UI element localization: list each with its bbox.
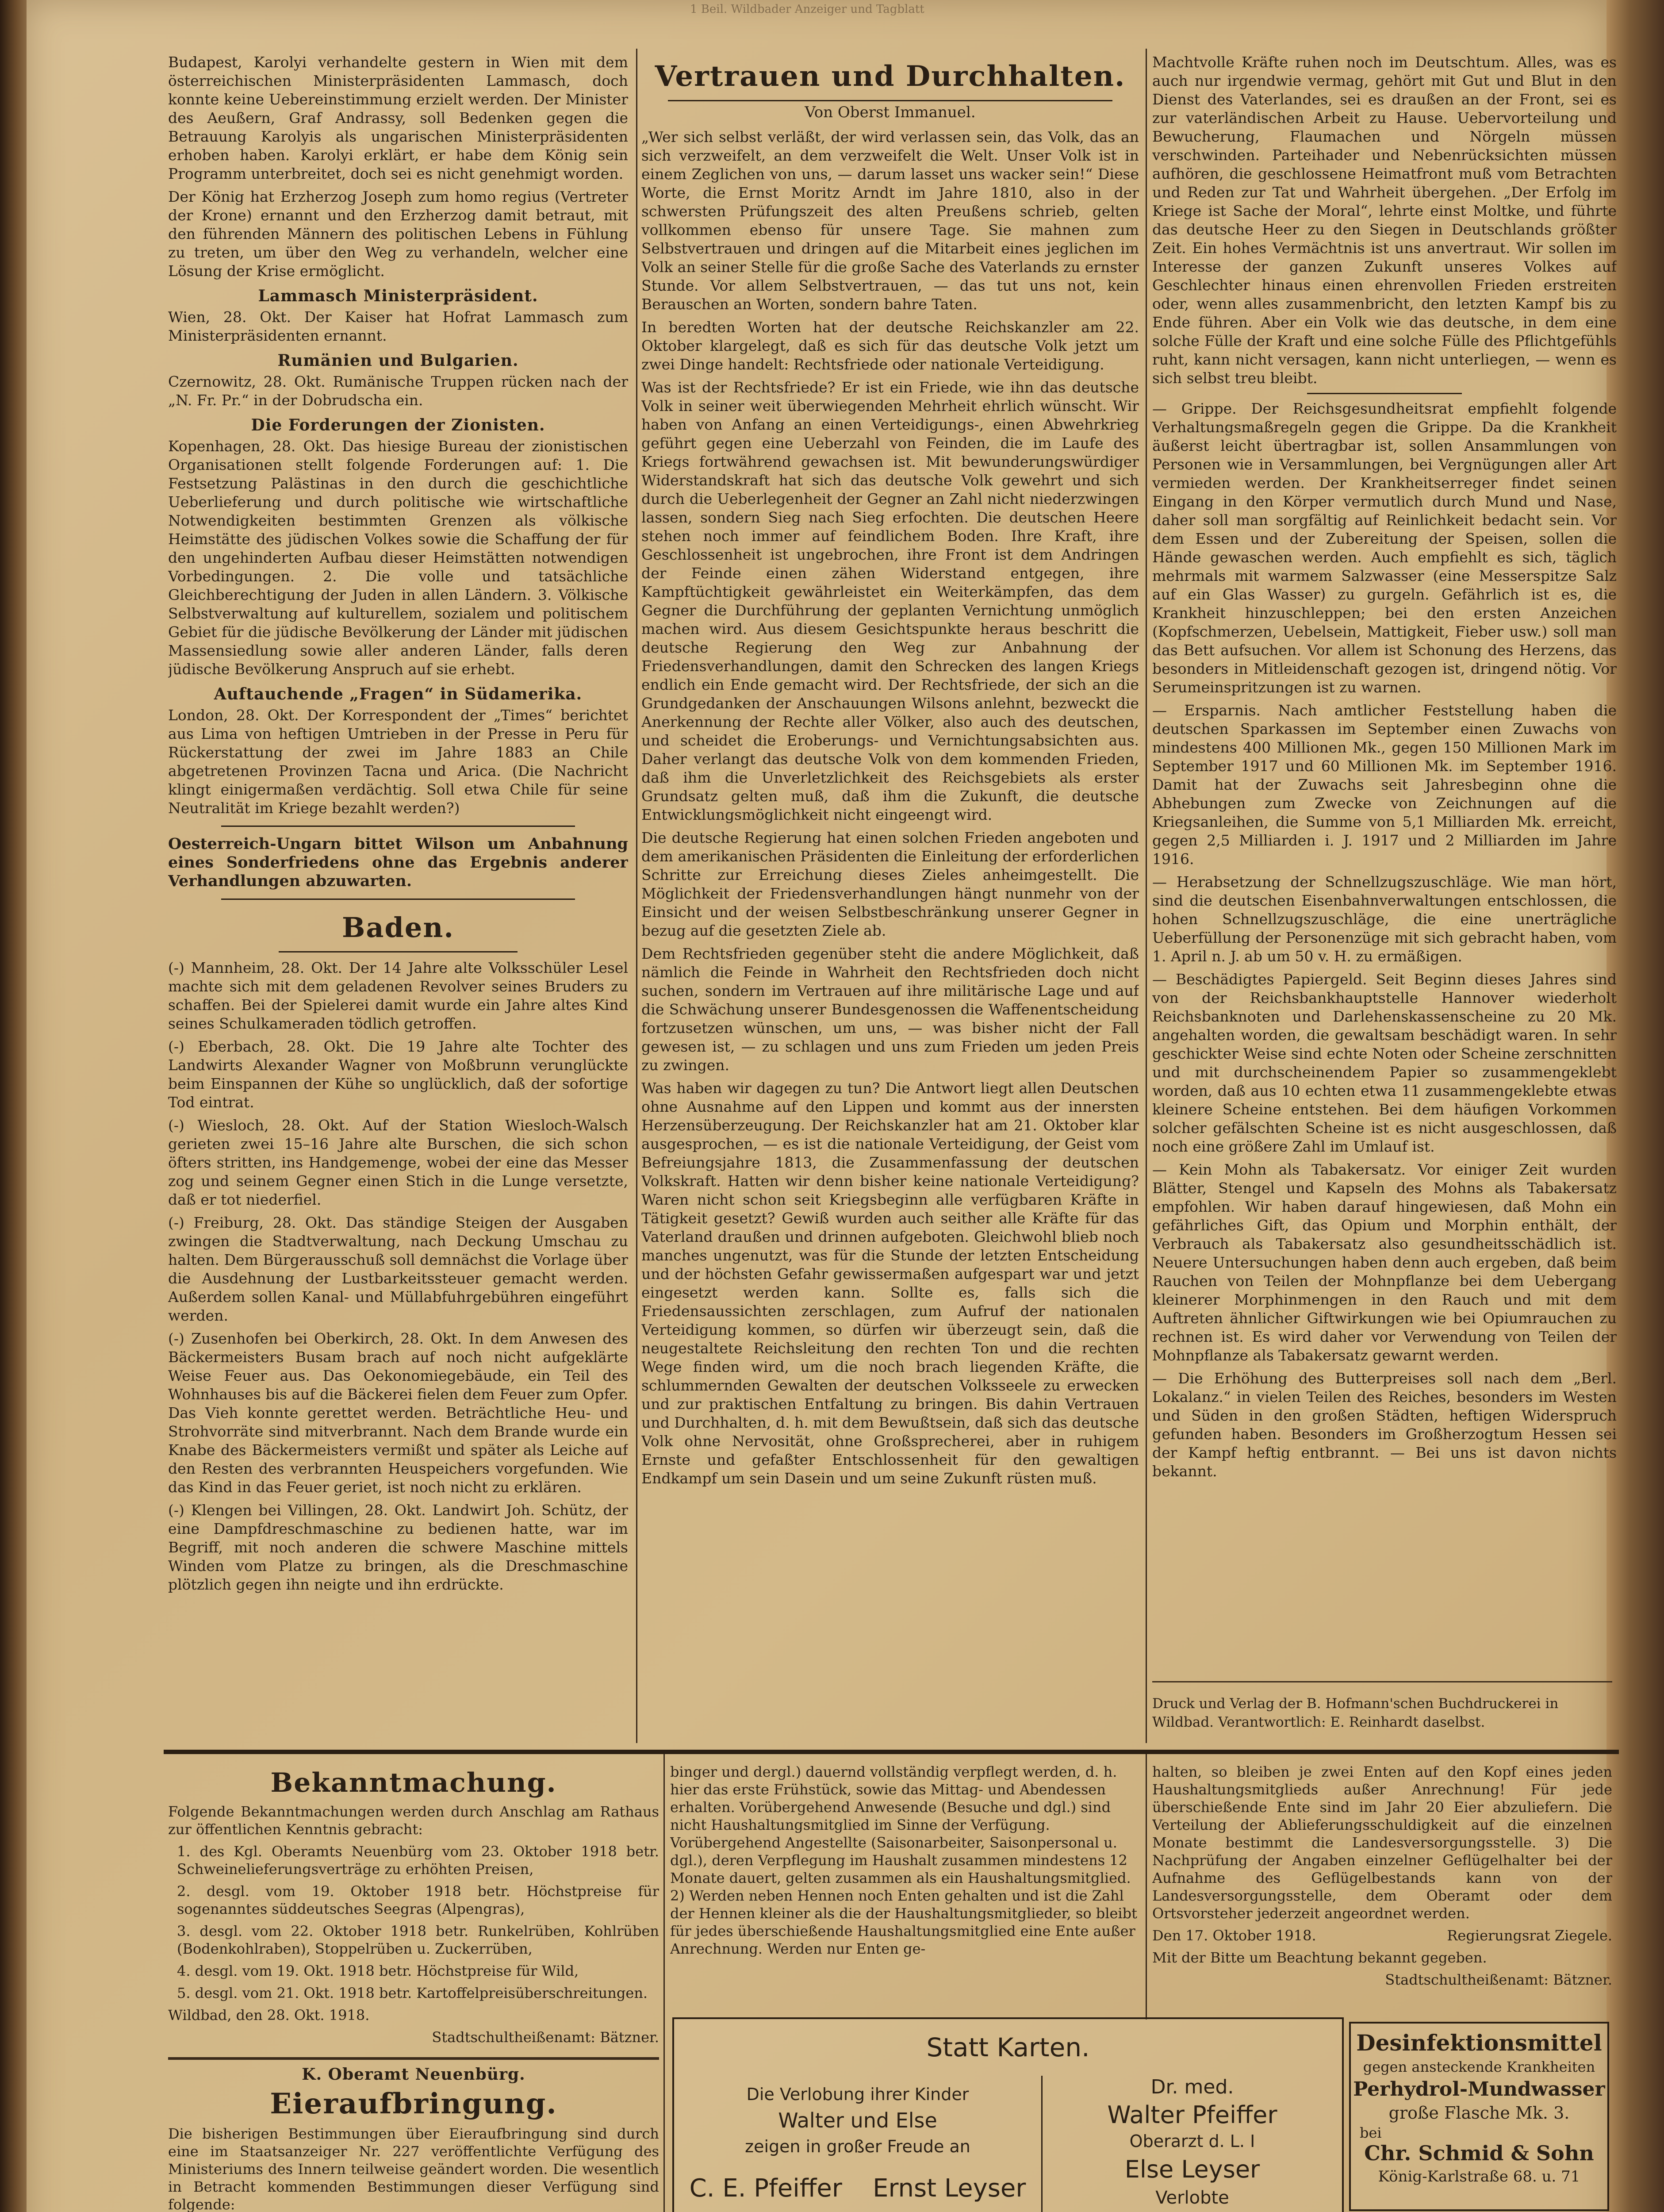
- news-budapest: Budapest, Karolyi verhandelte gestern in Wien mit dem österreichischen Ministerpräsidenten Lammasch, doch konnte keine Uebereinstimmung erzielt werden. Der Minister des Aeußern, Graf Andrassy, soll Bedenken gegen die Betrauung Karolyis als ungarischen Ministerpräsidenten erhoben haben. Karolyi erklärt, er habe dem König sein Programm unterbreitet, doch sei es nicht genehmigt worden.: [168, 54, 628, 182]
- bekanntmachung-title: Bekanntmachung.: [270, 1767, 557, 1798]
- header-strip: 1 Beil. Wildbader Anzeiger und Tagblatt: [690, 3, 924, 16]
- bekanntmachung-signature: Stadtschultheißenamt: Bätzner.: [432, 2029, 659, 2046]
- ad-line: Walter und Else: [778, 2108, 937, 2132]
- news-ersparnis: — Ersparnis. Nach amtlicher Feststellung haben die deutschen Sparkassen im September einen Zuwachs von mindestens 400 Millionen Mk., gegen 150 Millionen Mark im September 1917 und 60 Millionen Mk. im September 1916. Damit hat der Zuwachs seit Jahresbeginn ohne die Abhebungen zum Zwecke von Zeichnungen auf die Kriegsanleihen, die Summe von 5,1 Milliarden Mk. erreicht, gegen 2,5 Milliarden i. J. 1917 und 2 Milliarden im Jahre 1916.: [1152, 702, 1617, 868]
- ad-parent-name: Ernst Leyser: [873, 2174, 1026, 2203]
- eier-signature-2: Stadtschultheißenamt: Bätzner.: [1385, 1971, 1612, 1988]
- notice-eieraufbringung: [168, 2064, 659, 2212]
- news-zusenhofen: (-) Zusenhofen bei Oberkirch, 28. Okt. In dem Anwesen des Bäckermeisters Busam brach auf noch nicht aufgeklärte Weise Feuer aus. Das Oekonomiegebäude, ein Teil des Wohnhauses bis auf die Bäckerei fielen dem Feuer zum Opfer. Das Vieh konnte gerettet werden. Beträchtliche Heu- und Strohvorräte sind mitverbrannt. Nach dem Brande wurde ein Knabe des Bäckermeisters vermißt und später als Leiche auf den Resten des verbrannten Heuspeichers vorgefunden. Wie das Kind in das Feuer geriet, ist noch nicht zu erklären.: [168, 1330, 628, 1496]
- heading-suedamerika: Auftauchende „Fragen“ in Südamerika.: [214, 685, 583, 703]
- news-budapest-2: Der König hat Erzherzog Joseph zum homo regius (Vertreter der Krone) ernannt und den Erzherzog damit betraut, mit den führenden Männern des politischen Lebens in Fühlung zu treten, um über den Weg zu verhandeln, welcher eine Lösung der Krise ermöglicht.: [168, 188, 628, 280]
- ad-line: König-Karlstraße 68. u. 71: [1378, 2168, 1580, 2185]
- heading-lammasch: Lammasch Ministerpräsident.: [258, 287, 538, 305]
- bekanntmachung-date: Wildbad, den 28. Okt. 1918.: [168, 2007, 370, 2024]
- news-eberbach: (-) Eberbach, 28. Okt. Die 19 Jahre alte Tochter des Landwirts Alexander Wagner von Moßbrunn verunglückte beim Einspannen der Kühe so unglücklich, daß der sofortige Tod eintrat.: [168, 1038, 628, 1111]
- article-paragraph-5: Dem Rechtsfrieden gegenüber steht die andere Möglichkeit, daß nämlich die Feinde in Wahrheit den Rechtsfrieden doch nicht suchen, sondern im Vertrauen auf ihre militärische Lage und auf die Schwächung unserer Bundesgenossen die Waffenentscheidung fortzusetzen wünschen, um uns, — was bisher nicht der Fall gewesen ist, — zu schlagen und uns zum Frieden um jeden Preis zu zwingen.: [641, 945, 1139, 1074]
- eier-date-text: Den 17. Oktober 1918.: [1152, 1927, 1316, 1944]
- news-papiergeld: — Beschädigtes Papiergeld. Seit Beginn dieses Jahres sind von der Reichsbankhauptstelle Hannover wiederholt Reichsbanknoten und Darlehenskassenscheine zu 20 Mk. angehalten worden, die gewaltsam beschädigt waren. In sehr geschickter Weise sind echte Noten oder Scheine zerschnitten und mit durchscheinendem Papier so zusammengeklebt worden, daß aus 10 echten etwa 11 zusammengeklebte etwas kleinere Scheine entstehen. Bei dem häufigen Vorkommen solcher gefälschten Scheine ist es nicht ausgeschlossen, daß noch eine größere Zahl im Umlauf ist.: [1152, 971, 1617, 1155]
- news-wiesloch: (-) Wiesloch, 28. Okt. Auf der Station Wiesloch-Walsch gerieten zwei 15–16 Jahre alte Burschen, die sich schon öfters stritten, ins Handgemenge, wobei der eine das Messer zog und seinem Gegner einen Stich in die Lunge versetzte, daß er tot niederfiel.: [168, 1117, 628, 1208]
- news-czernowitz: Czernowitz, 28. Okt. Rumänische Truppen rücken nach der „N. Fr. Pr.“ in der Dobrudscha ein.: [168, 373, 628, 409]
- article-paragraph-6: Was haben wir dagegen zu tun? Die Antwort liegt allen Deutschen ohne Ausnahme auf den Lippen und kommt aus der innersten Herzensüberzeugung. Der Reichskanzler hat am 21. Oktober klar ausgesprochen, — es ist die nationale Verteidigung, der Geist vom Befreiungsjahre 1813, die Zusammenfassung der deutschen Volkskraft. Hatten wir denn bisher keine nationale Verteidigung? Waren nicht schon seit Kriegsbeginn alle verfügbaren Kräfte in Tätigkeit gesetzt? Gewiß wurden auch seither alle Kräfte für das Vaterland draußen und drinnen aufgeboten. Gleichwohl blieb noch manches ungenutzt, was für die Stunde der letzten Entscheidung und der höchsten Gefahr gewissermaßen aufgespart war und jetzt eingesetzt werden kann. Sollte es, falls sich die Friedensaussichten zerschlagen, zum Aufruf der nationalen Verteidigung kommen, so dürfen wir überzeugt sein, daß die neugestaltete Reichsleitung den rechten Ton und die rechten Wege finden wird, um die noch brach liegenden Kräfte, die schlummernden Gewalten der deutschen Volksseele zu erwecken und zur praktischen Entfaltung zu bringen. Bis dahin Vertrauen und Durchhalten, d. h. mit dem Bewußtsein, daß sich das deutsche Volk ohne Nervosität, ohne Großsprecherei, aber in ruhigem Ernste und gefaßter Entschlossenheit für den gewaltigen Endkampf um sein Dasein und um seine Zukunft rüsten muß.: [641, 1079, 1139, 1487]
- newspaper-page: [27, 0, 1617, 2212]
- column-1: [168, 53, 628, 1747]
- ad-line: Verlobte: [1155, 2188, 1229, 2208]
- article-title: Vertrauen und Durchhalten.: [655, 60, 1126, 93]
- ad-disinfectant: [1349, 2022, 1609, 2211]
- eier-rules-2-3: halten, so bleiben je zwei Enten auf den Kopf eines jeden Haushaltungsmitglieds außer Anrechnung! Für jede überschießende Ente sind im Jahr 20 Eier abzuliefern. Die Verteilung der Ablieferungsschuldigkeit auf die einzelnen Monate bestimmt die Landesversorgungsstelle. 3) Die Nachprüfung der Angaben einzelner Geflügelhalter bei der Aufnahme des Geflügelbestands kann von der Landesversorgungsstelle, dem Oberamt oder dem Ortsvorsteher jederzeit angeordnet werden.: [1152, 1763, 1612, 1922]
- news-schnellzug: — Herabsetzung der Schnellzugszuschläge. Wie man hört, sind die deutschen Eisenbahnverwaltungen entschlossen, die hohen Schnellzugszuschläge, die eine unerträgliche Ueberfüllung der Personenzüge mit sich gebracht haben, vom 1. April n. J. ab um 50 v. H. zu ermäßigen.: [1152, 873, 1617, 965]
- column-3: [1152, 53, 1617, 1672]
- list-item: 1. des Kgl. Oberamts Neuenbürg vom 23. Oktober 1918 betr. Schweinelieferungsverträge zu erhöhten Preisen,: [177, 1843, 659, 1878]
- ad-disinfectant-title: Desinfektionsmittel: [1356, 2030, 1602, 2056]
- heading-baden: Baden.: [341, 911, 455, 944]
- column-2: [641, 53, 1139, 1747]
- news-mannheim: (-) Mannheim, 28. Okt. Der 14 Jahre alte Volksschüler Lesel machte sich mit dem geladenen Revolver seines Bruders zu schaffen. Bei der Spielerei damit wurde ein Jahre altes Kind seines Schulkameraden tödlich getroffen.: [168, 959, 628, 1032]
- impressum-rule: [1152, 1681, 1612, 1682]
- eier-title: Eieraufbringung.: [270, 2087, 557, 2120]
- article-paragraph-2: In beredten Worten hat der deutsche Reichskanzler am 22. Oktober klargelegt, daß es sich für das deutsche Volk jetzt um zwei Dinge handelt: Rechtsfriede oder nationale Verteidigung.: [641, 319, 1139, 373]
- article-paragraph-3: Was ist der Rechtsfriede? Er ist ein Friede, wie ihn das deutsche Volk in seiner weit überwiegenden Mehrheit ehrlich wünscht. Wir haben von Anfang an einen Verteidigungs-, einen Abwehrkrieg geführt gegen eine Ueberzahl von Feinden, die im Laufe des Kriegs fortwährend gewachsen ist. Mit bewunderungswürdiger Widerstandskraft hat sich das deutsche Volk gewehrt und sich durch die Ueberlegenheit der Gegner an Zahl nicht niederzwingen lassen, sondern Sieg nach Sieg erfochten. Die deutschen Heere stehen noch immer auf feindlichem Boden. Ihre Kraft, ihre Geschlossenheit ist ungebrochen, ihre Front ist dem Andringen der Feinde einen zähen Widerstand entgegen, ihre Kampftüchtigkeit gewährleistet ein Weiterkämpfen, das dem Gegner die Durchführung der geplanten Vernichtung unmöglich machen wird. Aus diesem Gesichtspunkte heraus beschritt die deutsche Regierung den Weg zur Anbahnung der Friedensverhandlungen, damit den Schrecken des langen Kriegs endlich ein Ende gemacht wird. Der Rechtsfriede, der sich an die Grundgedanken der Anschauungen Wilsons anlehnt, bezweckt die Anerkennung der Rechte aller Völker, also auch des deutschen, und scheidet die Eroberungs- und Vernichtungsabsichten aus. Daher verlangt das deutsche Volk von dem kommenden Frieden, daß ihm die Unverletzlichkeit des Reichsgebiets als erster Grundsatz gelten muß, daß ihm die Zukunft, die deutsche Entwicklungsmöglichkeit nicht eingeengt wird.: [641, 379, 1139, 823]
- news-mohn: — Kein Mohn als Tabakersatz. Vor einiger Zeit wurden Blätter, Stengel und Kapseln des Mohns als Tabakersatz empfohlen. Wir haben darauf hingewiesen, daß Mohn ein gefährliches Gift, das Opium und Morphin enthält, der Verbrauch als Tabakersatz also gesundheitsschädlich ist. Neuere Untersuchungen haben denn auch ergeben, daß beim Rauchen von Teilen der Mohnpflanze bei dem Uebergang kleinerer Morphinmengen in den Rauch und mit dem Auftreten ähnlicher Giftwirkungen wie bei Opiumrauchen zu rechnen ist. Es wird daher vor Verwendung von Teilen der Mohnpflanze als Tabakersatz gewarnt werden.: [1152, 1161, 1617, 1364]
- ad-line: Chr. Schmid & Sohn: [1364, 2141, 1594, 2165]
- column-rule-1: [636, 49, 637, 1743]
- ad-line: bei: [1360, 2124, 1382, 2141]
- column-rule-2: [1146, 49, 1147, 1743]
- eier-date: [1152, 1927, 1612, 1944]
- news-butter: — Die Erhöhung des Butterpreises soll nach dem „Berl. Lokalanz.“ in vielen Teilen des Reiches, besonders im Westen und Süden in den großen Städten, heftigen Widerspruch gefunden haben. Besonders im Großherzogtum Hessen sei der Kampf heftig entbrannt. — Bei uns ist davon nichts bekannt.: [1152, 1370, 1617, 1480]
- bekanntmachung-list: [168, 1843, 659, 2002]
- bottom-rule-2: [1146, 1754, 1147, 2020]
- list-item: 5. desgl. vom 21. Okt. 1918 betr. Kartoffelpreisüberschreitungen.: [177, 1985, 648, 2001]
- bekanntmachung-intro: Folgende Bekanntmachungen werden durch Anschlag am Rathaus zur öffentlichen Kenntnis gebracht:: [168, 1803, 659, 1838]
- news-grippe: — Grippe. Der Reichsgesundheitsrat empfiehlt folgende Verhaltungsmaßregeln gegen die Grippe. Da die Krankheit äußerst leicht übertragbar ist, sollen Ansammlungen von Personen wie in Versammlungen, bei Vergnügungen aller Art vermieden werden. Der Krankheitserreger findet seinen Eingang in den Körper vermutlich durch Mund und Nase, daher soll man sorgfältig auf Reinlichkeit bedacht sein. Vor dem Essen und der Zubereitung der Speisen, sollen die Hände gewaschen werden. Auch empfiehlt es sich, täglich mehrmals mit warmem Salzwasser (eine Messerspitze Salz auf ein Glas Wasser) zu gurgeln. Gefährlich ist es, die Krankheit hinzuschleppen; bei den ersten Anzeichen (Kopfschmerzen, Uebelsein, Mattigkeit, Fieber usw.) soll man das Bett aufsuchen. Vor allem ist Schonung des Herzens, das besonders in Mitleidenschaft gezogen ist, dringend nötig. Vor Serumeinspritzungen ist zu warnen.: [1152, 400, 1617, 696]
- ad-engagement-right: [1043, 2062, 1342, 2212]
- heading-rumaenien: Rumänien und Bulgarien.: [277, 351, 519, 370]
- eier-intro: Die bisherigen Bestimmungen über Eieraufbringung sind durch eine im Staatsanzeiger Nr. 227 veröffentlichte Verfügung des Ministeriums des Innern teilweise geändert worden. Die wesentlich in Betracht kommenden Bestimmungen dieser Verfügung sind folgende:: [168, 2125, 659, 2212]
- list-item: 3. desgl. vom 22. Oktober 1918 betr. Runkelrüben, Kohlrüben (Bodenkohlraben), Stoppelrüben u. Zuckerrüben,: [177, 1923, 659, 1957]
- article-continuation: Machtvolle Kräfte ruhen noch im Deutschtum. Alles, was es auch nur irgendwie vermag, gehört mit Gut und Blut in den Dienst des Vaterlandes, sei es draußen an der Front, sei es zur vaterländischen Arbeit zu Hause. Uebervorteilung und Bewucherung, Flaumachen und Nörgeln müssen verschwinden. Parteihader und Nebenrücksichten müssen aufhören, die geschlossene Heimatfront muß vom Betrachten und Reden zur Tat und Wahrheit übergehen. „Der Erfolg im Kriege ist Sache der Moral“, lehrte einst Moltke, und führte das deutsche Heer zu den Siegen in Deutschlands größter Zeit. Ein hohes Vermächtnis ist uns anvertraut. Wir sollen im Interesse der ganzen Zukunft unseres Volkes auf Geschlechter hinaus einen ehrenvollen Frieden erstreiten oder, wenn alles zusammenbricht, den letzten Kampf bis zu Ende führen. Aber ein Volk wie das deutsche, in dem eine solche Fülle der Kraft und eine solche Fülle des Pflichtgefühls ruht, kann nicht versagen, kann nicht unterliegen, — wenn es sich selbst treu bleibt.: [1152, 54, 1617, 387]
- eier-continuation-right: [1152, 1763, 1612, 2015]
- eier-department: K. Oberamt Neuenbürg.: [302, 2065, 525, 2084]
- eier-note: Mit der Bitte um Beachtung bekannt gegeben.: [1152, 1949, 1487, 1966]
- ad-engagement: [672, 2017, 1344, 2212]
- book-spine: [0, 0, 27, 2212]
- ad-line: Die Verlobung ihrer Kinder: [746, 2085, 969, 2104]
- list-item: 4. desgl. vom 19. Okt. 1918 betr. Höchstpreise für Wild,: [177, 1962, 579, 1979]
- article-paragraph-4: Die deutsche Regierung hat einen solchen Frieden angeboten und dem amerikanischen Präsidenten die Einleitung der erforderlichen Schritte zur Erreichung dieses Zieles anheimgestellt. Die Möglichkeit der Friedensverhandlungen hängt nunmehr von der Einsicht und der weisen Selbstbeschränkung unserer Gegner in bezug auf die gesetzten Ziele ab.: [641, 829, 1139, 939]
- ad-parent-name: C. E. Pfeiffer: [689, 2174, 842, 2203]
- notice-divider: [168, 2057, 659, 2060]
- eier-signature: Regierungsrat Ziegele.: [1447, 1927, 1612, 1944]
- news-klengen: (-) Klengen bei Villingen, 28. Okt. Landwirt Joh. Schütz, der eine Dampfdreschmaschine zu bedienen hatte, war im Begriff, mit noch anderen die schwere Maschine mittels Winden vom Platze zu bringen, als die Dreschmaschine plötzlich gegen ihn neigte und ihn erdrückte.: [168, 1502, 628, 1593]
- ad-line: Oberarzt d. L. I: [1129, 2131, 1255, 2151]
- news-oesterreich: Oesterreich-Ungarn bittet Wilson um Anbahnung eines Sonderfriedens ohne das Ergebnis anderer Verhandlungen abzuwarten.: [168, 835, 628, 890]
- ad-line: zeigen in großer Freude an: [745, 2137, 970, 2156]
- ad-engagement-title: Statt Karten.: [926, 2032, 1090, 2062]
- news-kopenhagen: Kopenhagen, 28. Okt. Das hiesige Bureau der zionistischen Organisationen stellt folgende Forderungen auf: 1. Die Festsetzung Palästinas in den durch die geschichtliche Ueberlieferung und durch politische wie wirtschaftliche Notwendigkeiten bestimmten Grenzen als völkische Heimstätte des jüdischen Volkes sowie die Schaffung der für den ungehinderten Aufbau dieser Heimstätten notwendigen Vorbedingungen. 2. Die volle und tatsächliche Gleichberechtigung der Juden in allen Ländern. 3. Völkische Selbstverwaltung auf kulturellem, sozialem und politischem Gebiet für die jüdische Bevölkerung der Länder mit jüdischen Massensiedlung sowie aller anderen Länder, falls deren jüdische Bevölkerung Anspruch auf sie erhebt.: [168, 438, 628, 678]
- ad-line: große Flasche Mk. 3.: [1388, 2103, 1570, 2123]
- article-paragraph-1: „Wer sich selbst verläßt, der wird verlassen sein, das Volk, das an sich verzweifelt, an dem verzweifelt die Welt. Unser Volk ist in einem Zeglichen von uns, — darum lasset uns wacker sein!“ Diese Worte, die Ernst Moritz Arndt im Jahre 1810, also in der schwersten Prüfungszeit des alten Preußens schrieb, gelten vollkommen ebenso für unsere Tage. Sie mahnen zum Selbstvertrauen und dringen auf die Mitarbeit eines jeglichen im Volk an seiner Stelle für die große Sache des Vaterlands zu ernster Stunde. Vor allem Selbstvertrauen, — das tut uns not, kein Berauschen an Worten, sondern bahre Taten.: [641, 128, 1139, 313]
- news-wien: Wien, 28. Okt. Der Kaiser hat Hofrat Lammasch zum Ministerpräsidenten ernannt.: [168, 308, 628, 344]
- heading-zionisten: Die Forderungen der Zionisten.: [251, 416, 545, 434]
- ad-line: gegen ansteckende Krankheiten: [1363, 2058, 1595, 2075]
- news-london: London, 28. Okt. Der Korrespondent der „Times“ berichtet aus Lima von heftigen Umtrieben in der Presse in Peru für Rückerstattung der zwei im Jahre 1883 an Chile abgetretenen Provinzen Tacna und Arica. (Die Nachricht klingt einigermaßen verdächtig. Soll etwa Chile für seine Neutralität im Kriege bezahlt werden?): [168, 707, 628, 817]
- section-divider: [164, 1750, 1619, 1754]
- bottom-rule-1: [663, 1754, 665, 2212]
- list-item: 2. desgl. vom 19. Oktober 1918 betr. Höchstpreise für sogenanntes süddeutsches Seegras (Alpengras),: [177, 1883, 659, 1917]
- eier-continuation: binger und dergl.) dauernd vollständig verpflegt werden, d. h. hier das erste Frühstück, sowie das Mittag- und Abendessen erhalten. Vorübergehend Anwesende (Besuche und dgl.) sind nicht Haushaltungsmitglied im Sinne der Verfügung. Vorübergehend Angestellte (Saisonarbeiter, Saisonpersonal u. dgl.), deren Verpflegung im Haushalt zusammen mindestens 12 Monate dauert, gelten zusammen als ein Haushaltungsmitglied. 2) Werden neben Hennen noch Enten gehalten und ist die Zahl der Hennen kleiner als die der Haushaltungsmitglieder, so bleibt für jedes überschießende Haushaltungsmitglied eine Ente außer Anrechnung. Werden nur Enten ge-: [670, 1763, 1137, 1957]
- article-byline: Von Oberst Immanuel.: [805, 104, 976, 121]
- notice-bekanntmachung: [168, 1763, 659, 2051]
- ad-line: Else Leyser: [1124, 2155, 1260, 2183]
- ad-line: Walter Pfeiffer: [1107, 2101, 1277, 2129]
- ad-line: Dr. med.: [1150, 2076, 1234, 2098]
- ad-engagement-left: [674, 2062, 1041, 2212]
- ad-line: Perhydrol-Mundwasser: [1353, 2078, 1605, 2101]
- news-freiburg: (-) Freiburg, 28. Okt. Das ständige Steigen der Ausgaben zwingen die Stadtverwaltung, nach Deckung Umschau zu halten. Dem Bürgerausschuß soll demnächst die Vorlage über die Ausdehnung der Lustbarkeitssteuer gemacht werden. Außerdem sollen Kanal- und Müllabfuhrgebühren eingeführt werden.: [168, 1214, 628, 1324]
- impressum: Druck und Verlag der B. Hofmann'schen Buchdruckerei in Wildbad. Verantwortlich: E. Reinhardt daselbst.: [1152, 1696, 1559, 1730]
